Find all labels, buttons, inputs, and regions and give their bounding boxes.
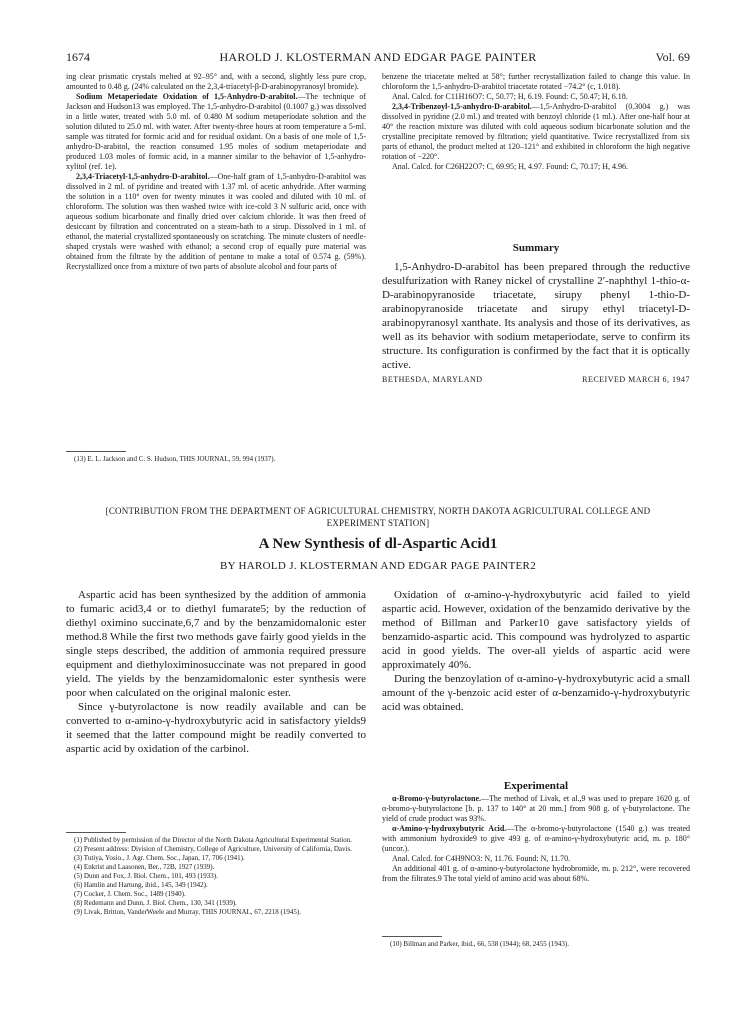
- experimental-heading: Experimental: [503, 780, 569, 792]
- paragraph: benzene the triacetate melted at 58°; further recrystallization failed to change this value. In chloroform the 1,5-anhydro-D-arabitol triacetate rotated −74.2° (c, 1.018).: [382, 72, 690, 91]
- analysis-line: Anal. Calcd. for C11H16O7: C, 50.77; H, 6.19. Found: C, 50.47; H, 6.18.: [392, 92, 628, 101]
- run-in-heading: α-Bromo-γ-butyrolactone.: [392, 794, 482, 803]
- summary-text-block: [382, 260, 690, 372]
- run-in-heading: 2,3,4-Tribenzoyl-1,5-anhydro-D-arabitol.: [392, 102, 532, 111]
- footnote-rule: [66, 451, 126, 452]
- paragraph: An additional 401 g. of α-amino-γ-butyrolactone hydrobromide, m. p. 212°, were recovered from the filtrates.9 The total yield of amino acid was about 68%.: [382, 864, 690, 883]
- top-right-column: [382, 72, 690, 172]
- summary-text: 1,5-Anhydro-D-arabitol has been prepared through the reductive desulfurization with Raney nickel of crystalline 2′-naphthyl 1-thio-α-D-arabinopyranoside triacetate, sirupy phenyl 1-thio-D-arabinopyranoside triacetate and sirupy ethyl triacetyl-D-arabinopyranosyl xanthate. Its analysis and those of its derivatives, as well as its behavior with sodium metaperiodate, serve to confirm its structure. Its configuration is confirmed by the fact that it is optically active.: [382, 261, 690, 371]
- summary-section: [382, 240, 690, 384]
- footnote: (9) Livak, Britton, VanderWeele and Murray, THIS JOURNAL, 67, 2218 (1945).: [74, 908, 301, 916]
- paragraph: [66, 172, 366, 272]
- footnote: (7) Cocker, J. Chem. Soc., 1489 (1940).: [74, 890, 186, 898]
- footnote: (5) Dunn and Fox, J. Biol. Chem., 101, 493 (1933).: [74, 872, 218, 880]
- header-authors: HAROLD J. KLOSTERMAN AND EDGAR PAGE PAINTER: [219, 50, 537, 64]
- paragraph: [382, 102, 690, 162]
- paragraph: [382, 794, 690, 824]
- analysis-line: Anal. Calcd. for C26H22O7: C, 69.95; H, 4.97. Found: C, 70.17; H, 4.96.: [392, 162, 628, 171]
- volume-label: Vol. 69: [655, 50, 690, 64]
- analysis-line: Anal. Calcd. for C4H9NO3: N, 11.76. Found: N, 11.70.: [392, 854, 571, 863]
- top-left-column: [66, 72, 366, 272]
- paragraph-body: —1,5-Anhydro-D-arabitol (0.3004 g.) was dissolved in pyridine (2.0 ml.) and treated with benzoyl chloride (1 ml.). After one-half hour at 40° the reaction mixture was diluted with cold aqueous sodium bicarbonate solution and the crystalline precipitate removed by filtration; yield quantitative. Twice recrystallized from six parts of ethanol, the product melted at 120–121° and exhibited in chloroform the high negative rotation of −220°.: [382, 102, 690, 161]
- signature-place: BETHESDA, MARYLAND: [382, 375, 483, 384]
- contribution-line: [CONTRIBUTION FROM THE DEPARTMENT OF AGRICULTURAL CHEMISTRY, NORTH DAKOTA AGRICULTURAL COLLEGE AND EXPERIMENT STATION]: [105, 506, 651, 528]
- experimental-text: [382, 794, 690, 884]
- signature-line: [382, 375, 690, 384]
- footnote: (1) Published by permission of the Director of the North Dakota Agricultural Experimental Station.: [74, 836, 352, 844]
- article-title: A New Synthesis of dl-Aspartic Acid1: [258, 536, 498, 552]
- running-header: [66, 50, 690, 66]
- bottom-left-column: [66, 588, 366, 756]
- paragraph-body: —The method of Livak, et al.,9 was used to prepare 1620 g. of α-bromo-γ-butyrolactone [b. p. 137 to 140° at 20 mm.] from 908 g. of γ-butyrolactone. The yield of crude product was 93%.: [382, 794, 690, 823]
- footnote: (6) Hamlin and Hartung, ibid., 145, 349 (1942).: [74, 881, 208, 889]
- paragraph-body: —The technique of Jackson and Hudson13 was employed. The 1,5-anhydro-D-arabitol (0.1007 g.) was dissolved in a little water, treated with 5.0 ml. of 0.480 M sodium metaperiodate solution and the solution diluted to 25.0 ml. with water. After twenty-three hours at room temperature a 5-ml. sample was titrated for formic acid and for residual oxidant. On a basis of one mole of 1,5-anhydro-D-arabitol, the reaction consumed 1.95 moles of sodium metaperiodate and produced 1.03 moles of formic acid, in a manner similar to the behavior of 1,5-anhydro-xylitol (ref. 1e).: [66, 92, 367, 171]
- bottom-right-column: [382, 588, 690, 714]
- footnote: [66, 455, 366, 464]
- paragraph: Oxidation of α-amino-γ-hydroxybutyric acid failed to yield aspartic acid. However, oxidation of the benzamido derivative by the method of Billman and Parker10 gave satisfactory yields of benzamido-aspartic acid. This compound was hydrolyzed to aspartic acid in good yields. The over-all yields of aspartic acid were approximately 40%.: [382, 589, 690, 671]
- paragraph-body: —The α-bromo-γ-butyrolactone (1540 g.) was treated with ammonium hydroxide9 to give 493 g. of α-amino-γ-hydroxybutyric acid, m. p. 180° (uncor.).: [382, 824, 691, 853]
- paragraph: [66, 92, 366, 172]
- footnote: (4) Enkrist and Laasonen, Ber., 72B, 1927 (1939).: [74, 863, 215, 871]
- paragraph: ing clear prismatic crystals melted at 92–95° and, with a second, slightly less pure crop, amounted to 0.48 g. (24% calculated on the 2,3,4-triacetyl-β-D-arabinopyranosyl bromide).: [66, 72, 366, 91]
- byline: BY HAROLD J. KLOSTERMAN AND EDGAR PAGE PAINTER2: [219, 560, 536, 572]
- footnote: (8) Redemann and Dunn, J. Biol. Chem., 130, 341 (1939).: [74, 899, 237, 907]
- page-number: 1674: [66, 50, 90, 64]
- paragraph-body: —One-half gram of 1,5-anhydro-D-arabitol was dissolved in 2 ml. of pyridine and treated with 1.37 ml. of acetic anhydride. After warming the solution in a 110° oven for twenty minutes it was cooled and diluted with 10 ml. of chloroform. The solution was then washed twice with ice-cold 3 N sulfuric acid, once with aqueous sodium bicarbonate and finally dried over calcium chloride. It was then freed of desiccant by filtration and concentrated on a steam-bath to a sirup. Dissolved in 1 ml. of ethanol, the material crystallized spontaneously on scratching. The minute clusters of needle-shaped crystals were washed with ethanol; a second crop of equally pure material was obtained from the filtrate by the addition of pentane to make a total of 0.574 g. (59%). Recrystallized once from a mixture of two parts of absolute alcohol and four parts of: [66, 172, 366, 271]
- paragraph: Aspartic acid has been synthesized by the addition of ammonia to fumaric acid3,4 or to diethyl fumarate5; by the reduction of diethyl oximino succinate,6,7 and by the benzamidomalonic ester method.8 While the first two methods gave fairly good yields in the single steps described, the addition of ammonia required pressure equipment and diethyloximinosuccinate was not prepared in good yield. The yields by the benzamidomalonic ester synthesis were poor when calculated on the original malonic ester.: [66, 589, 366, 699]
- paragraph: [382, 824, 690, 854]
- footnote-rule: [66, 832, 126, 833]
- run-in-heading: Sodium Metaperiodate Oxidation of 1,5-Anhydro-D-arabitol.: [76, 92, 298, 101]
- paragraph: Since γ-butyrolactone is now readily available and can be converted to α-amino-γ-hydroxybutyric acid in satisfactory yields9 it seemed that the latter compound might be readily converted to aspartic acid by oxidation of the carbinol.: [66, 701, 366, 755]
- experimental-section: [382, 778, 690, 884]
- footnote: (3) Tutiya, Yosio., J. Agr. Chem. Soc., Japan, 17, 706 (1941).: [74, 854, 245, 862]
- summary-heading: Summary: [512, 242, 560, 254]
- footnote-text: (10) Billman and Parker, ibid., 66, 538 (1944); 68, 2455 (1943).: [390, 940, 569, 948]
- footnote-text: (13) E. L. Jackson and C. S. Hudson, THIS JOURNAL, 59, 994 (1937).: [74, 455, 276, 463]
- run-in-heading: 2,3,4-Triacetyl-1,5-anhydro-D-arabitol.: [76, 172, 210, 181]
- footnote-rule: [382, 936, 442, 937]
- footnotes: [66, 836, 366, 917]
- received-date: RECEIVED MARCH 6, 1947: [582, 375, 690, 384]
- footnote: (2) Present address: Division of Chemistry, College of Agriculture, University of California, Davis.: [74, 845, 352, 853]
- paragraph: During the benzoylation of α-amino-γ-hydroxybutyric acid a small amount of the γ-benzoic acid ester of α-benzamido-γ-hydroxybutyric acid was obtained.: [382, 673, 690, 713]
- footnote: [382, 940, 690, 949]
- run-in-heading: α-Amino-γ-hydroxybutyric Acid.: [392, 824, 507, 833]
